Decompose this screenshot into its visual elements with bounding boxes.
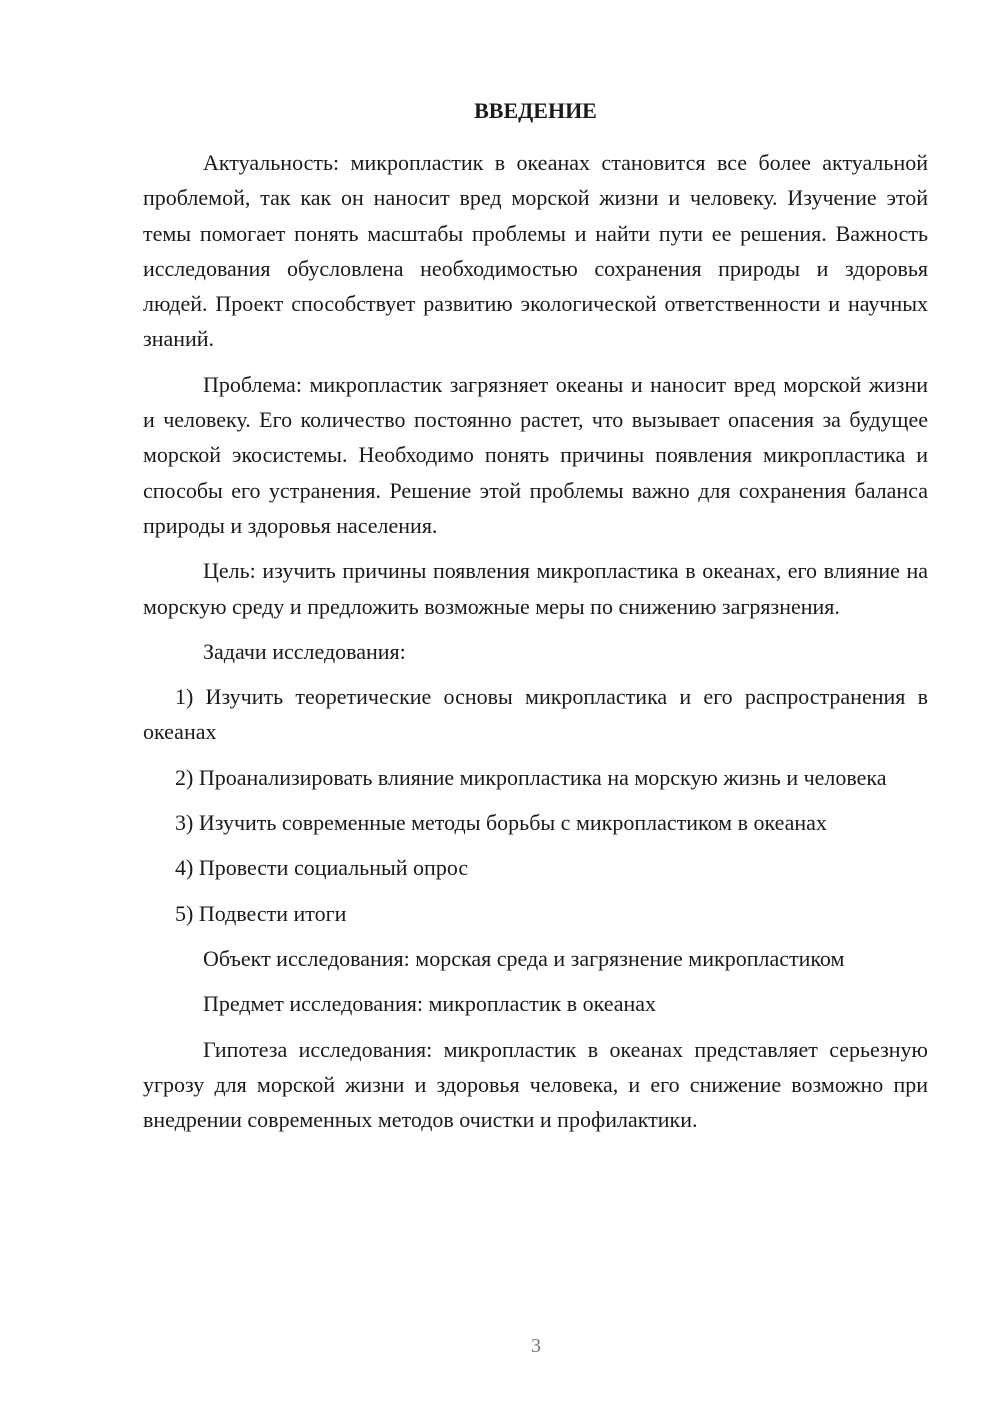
task-item-4: 4) Провести социальный опрос: [175, 855, 469, 881]
task-item-1: 1) Изучить теоретические основы микропластика и его распространения в океанах: [143, 684, 928, 745]
paragraph-object: Объект исследования: морская среда и загрязнение микропластиком: [203, 945, 845, 971]
section-title: ВВЕДЕНИЕ: [474, 98, 597, 123]
tasks-heading: Задачи исследования:: [203, 638, 406, 664]
task-item-5: 5) Подвести итоги: [175, 900, 347, 926]
paragraph-goal: Цель: изучить причины появления микропластика в океанах, его влияние на морскую среду и предложить возможные меры по снижению загрязнения.: [143, 558, 928, 619]
page-number: 3: [531, 1335, 541, 1357]
paragraph-relevance: Актуальность: микропластик в океанах становится все более актуальной проблемой, так как он наносит вред морской жизни и человеку. Изучение этой темы помогает понять масштабы проблемы и найти пути ее решения. Важность исследования обусловлена необходимостью сохранения природы и здоровья людей. Проект способствует развитию экологической ответственности и научных знаний.: [143, 150, 928, 352]
paragraph-hypothesis: Гипотеза исследования: микропластик в океанах представляет серьезную угрозу для морской жизни и здоровья человека, и его снижение возможно при внедрении современных методов очистки и профилактики.: [143, 1036, 928, 1133]
task-item-3: 3) Изучить современные методы борьбы с микропластиком в океанах: [175, 810, 827, 836]
document-page: [143, 96, 928, 1147]
paragraph-problem: Проблема: микропластик загрязняет океаны и наносит вред морской жизни и человеку. Его количество постоянно растет, что вызывает опасения за будущее морской экосистемы. Необходимо понять причины появления микропластика и способы его устранения. Решение этой проблемы важно для сохранения баланса природы и здоровья населения.: [143, 371, 928, 538]
paragraph-subject: Предмет исследования: микропластик в океанах: [203, 991, 657, 1017]
task-item-2: 2) Проанализировать влияние микропластика на морскую жизнь и человека: [175, 764, 887, 790]
